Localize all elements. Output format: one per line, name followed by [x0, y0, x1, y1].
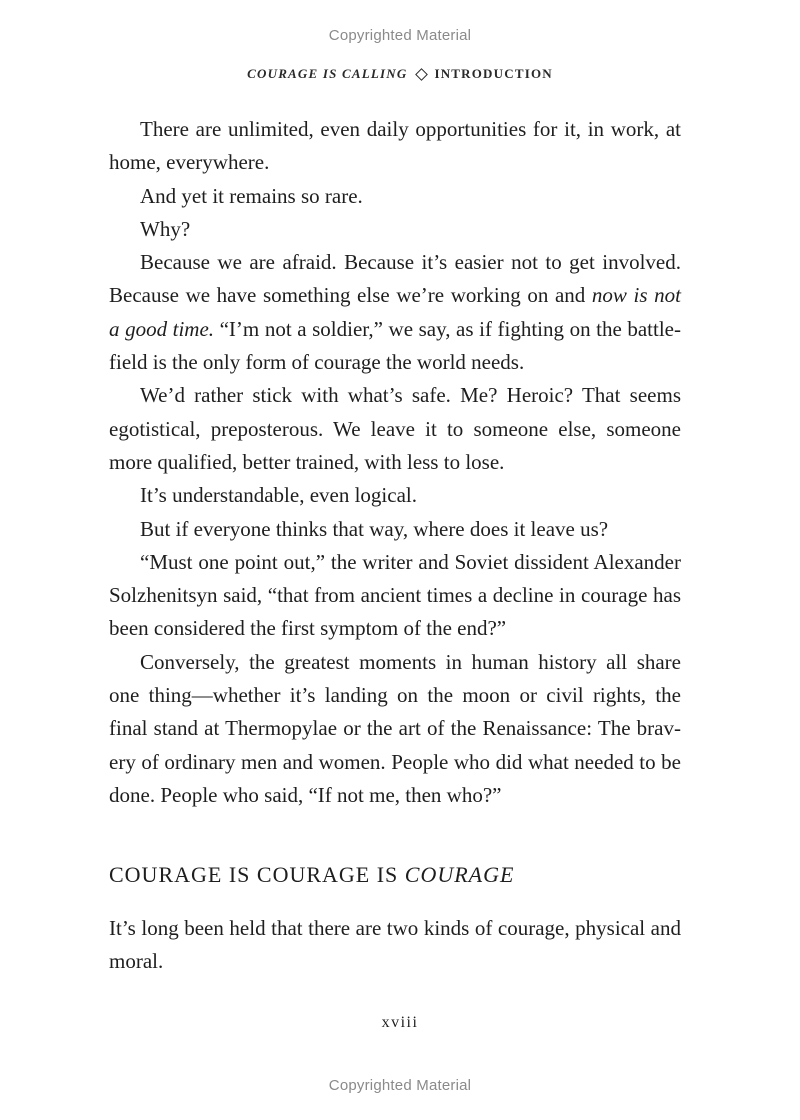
paragraph	[109, 246, 681, 379]
section-heading-italic: COURAGE	[404, 862, 515, 887]
diamond-icon	[416, 68, 429, 81]
section-heading-text: COURAGE IS COURAGE IS	[109, 862, 405, 887]
section-heading	[109, 862, 689, 888]
paragraph-italic-text: now is not a good time.	[109, 283, 681, 341]
paragraph: There are unlimited, even daily opportunities for it, in work, at home, everywhere.	[109, 117, 681, 175]
body-text	[109, 113, 681, 812]
paragraph-text: “I’m not a soldier,” we say, as if fighting on the battlefield is the only form of courage the world needs.	[109, 316, 682, 375]
paragraph: It’s long been held that there are two kinds of courage, physical and moral.	[109, 916, 681, 974]
paragraph: “Must one point out,” the writer and Soviet dissident Alexander Solzhenitsyn said, “that from ancient times a decline in courage has been considered the first symptom of the end?”	[109, 549, 681, 641]
running-head-section: INTRODUCTION	[434, 66, 553, 81]
paragraph: Why?	[140, 216, 191, 241]
paragraph: We’d rather stick with what’s safe. Me? Heroic? That seems egotistical, preposterous. We leave it to someone else, someone more qualified, better trained, with less to lose.	[109, 383, 681, 474]
running-head-book-title: COURAGE IS CALLING	[247, 66, 408, 81]
copyright-watermark-top: Copyrighted Material	[328, 27, 472, 44]
paragraph: Conversely, the greatest moments in human history all share one thing—whether it’s landing on the moon or civil rights, the final stand at Thermopylae or the art of the Renaissance: The bravery of ordinary men and women. People who did what needed to be done. People who said, “If not me, then who?”	[109, 649, 681, 807]
page-number: xviii	[381, 1014, 419, 1031]
paragraph: It’s understandable, even logical.	[140, 483, 417, 508]
paragraph: And yet it remains so rare.	[140, 183, 363, 208]
paragraph: But if everyone thinks that way, where does it leave us?	[140, 516, 609, 541]
section-body-text	[109, 912, 681, 979]
paragraph-text: Because we are afraid. Because it’s easier not to get involved. Because we have something else we’re working on and	[109, 250, 681, 308]
running-head	[0, 66, 800, 82]
copyright-watermark-bottom: Copyrighted Material	[328, 1077, 472, 1094]
